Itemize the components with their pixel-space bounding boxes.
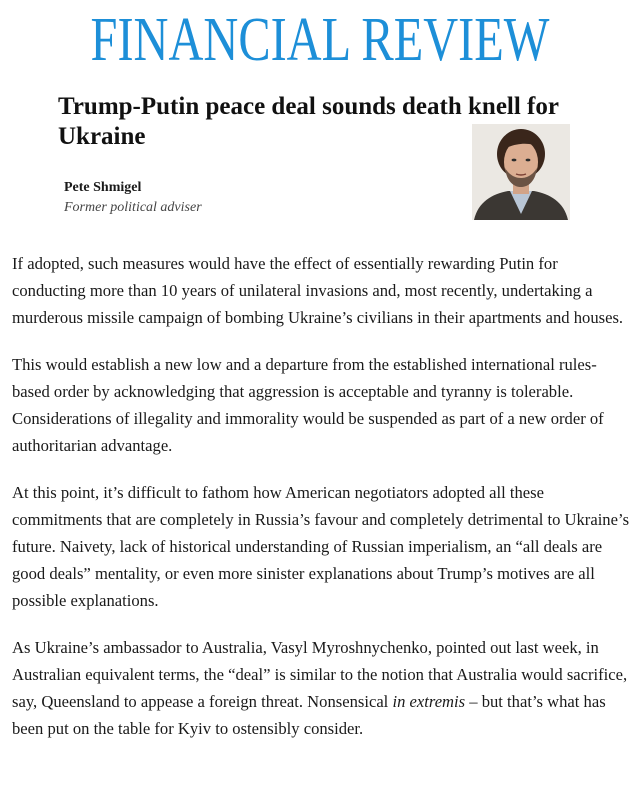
author-role: Former political adviser — [64, 200, 202, 215]
article-paragraph — [12, 634, 634, 742]
article-paragraph: This would establish a new low and a departure from the established international rules-based order by acknowledging that aggression is acceptable and tyranny is tolerable. Considerations of illegality and immorality would be suspended as part of a new order of authoritarian advantage. — [12, 355, 604, 455]
author-name[interactable]: Pete Shmigel — [64, 180, 142, 195]
author-photo — [472, 124, 570, 220]
masthead-logo[interactable]: FINANCIAL REVIEW — [90, 6, 550, 74]
byline — [64, 178, 202, 218]
article-body — [12, 250, 634, 762]
paragraph-text: As Ukraine’s ambassador to Australia, Vasyl Myroshnychenko, pointed out last week, in Australian equivalent terms, the “deal” is similar to the notion that Australia would sacrifice, say, Queensland to appease a foreign threat. Nonsensical — [12, 638, 628, 711]
italic-phrase: in extremis — [392, 692, 466, 711]
author-portrait-image — [472, 124, 570, 220]
article-paragraph: At this point, it’s difficult to fathom how American negotiators adopted all these commitments that are completely in Russia’s favour and completely detrimental to Ukraine’s future. Naivety, lack of historical understanding of Russian imperialism, an “all deals are good deals” mentality, or even more sinister explanations about Trump’s motives are all possible explanations. — [12, 483, 630, 610]
paragraph-tail: – but that’s what has been put on the table for Kyiv to ostensibly consider. — [12, 692, 606, 738]
article-headline: Trump-Putin peace deal sounds death knell for Ukraine — [58, 93, 559, 150]
article-paragraph: If adopted, such measures would have the effect of essentially rewarding Putin for conducting more than 10 years of unilateral invasions and, most recently, undertaking a murderous missile campaign of bombing Ukraine’s civilians in their apartments and houses. — [12, 254, 624, 327]
